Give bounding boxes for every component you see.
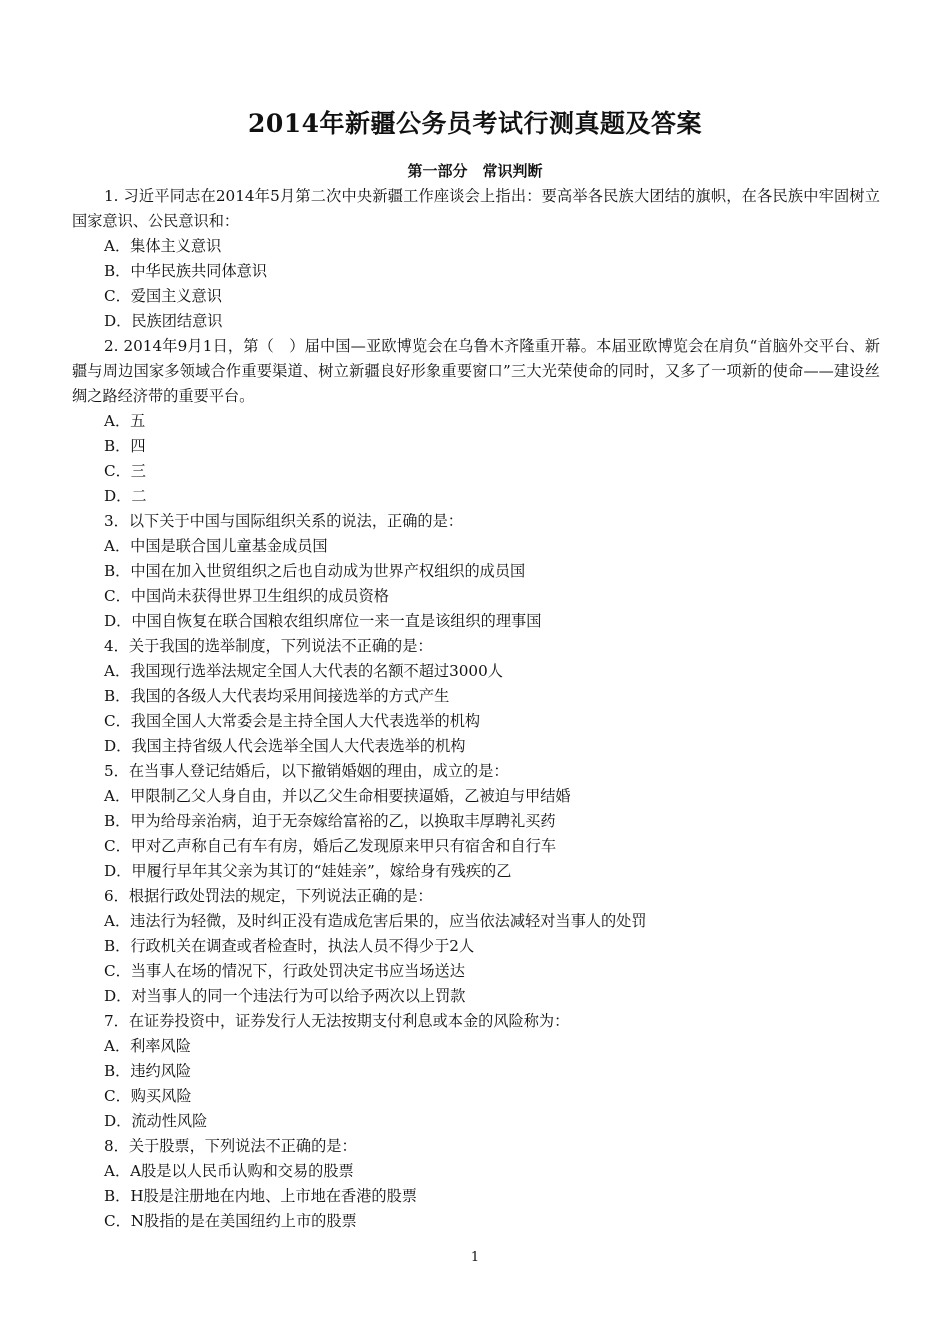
option-a: A．集体主义意识 — [104, 237, 222, 255]
option-b: B．中华民族共同体意识 — [104, 262, 268, 280]
option-d: D．我国主持省级人代会选举全国人大代表选举的机构 — [104, 737, 466, 755]
section-heading: 第一部分 常识判断 — [407, 162, 543, 180]
question-text: 5．在当事人登记结婚后，以下撤销婚姻的理由，成立的是： — [104, 762, 509, 780]
option-d: D．民族团结意识 — [104, 312, 223, 330]
option-d: D．中国自恢复在联合国粮农组织席位一来一直是该组织的理事国 — [104, 612, 542, 630]
option-b: B．H股是注册地在内地、上市地在香港的股票 — [104, 1187, 417, 1205]
page-number: 1 — [470, 1250, 480, 1265]
option-c: C．N股指的是在美国纽约上市的股票 — [104, 1212, 357, 1230]
option-a: A．五 — [104, 412, 146, 430]
question-text: 6．根据行政处罚法的规定，下列说法正确的是： — [104, 887, 433, 905]
option-c: C．中国尚未获得世界卫生组织的成员资格 — [104, 587, 389, 605]
question-text: 4．关于我国的选举制度，下列说法不正确的是： — [104, 637, 433, 655]
option-d: D．对当事人的同一个违法行为可以给予两次以上罚款 — [104, 987, 466, 1005]
option-c: C．我国全国人大常委会是主持全国人大代表选举的机构 — [104, 712, 481, 730]
document-title: 2014年新疆公务员考试行测真题及答案 — [247, 109, 703, 138]
question-text: 3．以下关于中国与国际组织关系的说法，正确的是： — [104, 512, 463, 530]
option-c: C．爱国主义意识 — [104, 287, 222, 305]
option-d: D．二 — [104, 487, 147, 505]
option-c: C．购买风险 — [104, 1087, 192, 1105]
option-c: C．当事人在场的情况下，行政处罚决定书应当场送达 — [104, 962, 465, 980]
option-b: B．中国在加入世贸组织之后也自动成为世界产权组织的成员国 — [104, 562, 526, 580]
question-list — [72, 184, 880, 1234]
option-d: D．流动性风险 — [104, 1112, 208, 1130]
option-a: A．A股是以人民币认购和交易的股票 — [104, 1162, 354, 1180]
option-b: B．我国的各级人大代表均采用间接选举的方式产生 — [104, 687, 450, 705]
option-b: B．违约风险 — [104, 1062, 192, 1080]
option-b: B．行政机关在调查或者检查时，执法人员不得少于2人 — [104, 937, 475, 955]
option-c: C．三 — [104, 462, 146, 480]
option-a: A．利率风险 — [104, 1037, 191, 1055]
option-a: A．中国是联合国儿童基金成员国 — [104, 537, 328, 555]
option-c: C．甲对乙声称自己有车有房，婚后乙发现原来甲只有宿舍和自行车 — [104, 837, 557, 855]
option-a: A．甲限制乙父人身自由，并以乙父生命相要挟逼婚，乙被迫与甲结婚 — [104, 787, 571, 805]
option-d: D．甲履行早年其父亲为其订的“娃娃亲”，嫁给身有残疾的乙 — [104, 862, 512, 880]
question-text: 1. 习近平同志在2014年5月第二次中央新疆工作座谈会上指出：要高举各民族大团结的旗帜，在各民族中牢固树立国家意识、公民意识和： — [72, 187, 880, 230]
question-text: 8．关于股票，下列说法不正确的是： — [104, 1137, 357, 1155]
option-a: A．违法行为轻微，及时纠正没有造成危害后果的，应当依法减轻对当事人的处罚 — [104, 912, 647, 930]
option-b: B．甲为给母亲治病，迫于无奈嫁给富裕的乙，以换取丰厚聘礼买药 — [104, 812, 556, 830]
option-b: B．四 — [104, 437, 146, 455]
question-text: 7．在证券投资中，证券发行人无法按期支付利息或本金的风险称为： — [104, 1012, 570, 1030]
question-text: 2. 2014年9月1日，第（ ）届中国—亚欧博览会在乌鲁木齐隆重开幕。本届亚欧博览会在肩负“首脑外交平台、新疆与周边国家多领域合作重要渠道、树立新疆良好形象重要窗口”三大光荣使命的同时，又多了一项新的使命——建设丝绸之路经济带的重要平台。 — [72, 337, 880, 405]
option-a: A．我国现行选举法规定全国人大代表的名额不超过3000人 — [104, 662, 503, 680]
